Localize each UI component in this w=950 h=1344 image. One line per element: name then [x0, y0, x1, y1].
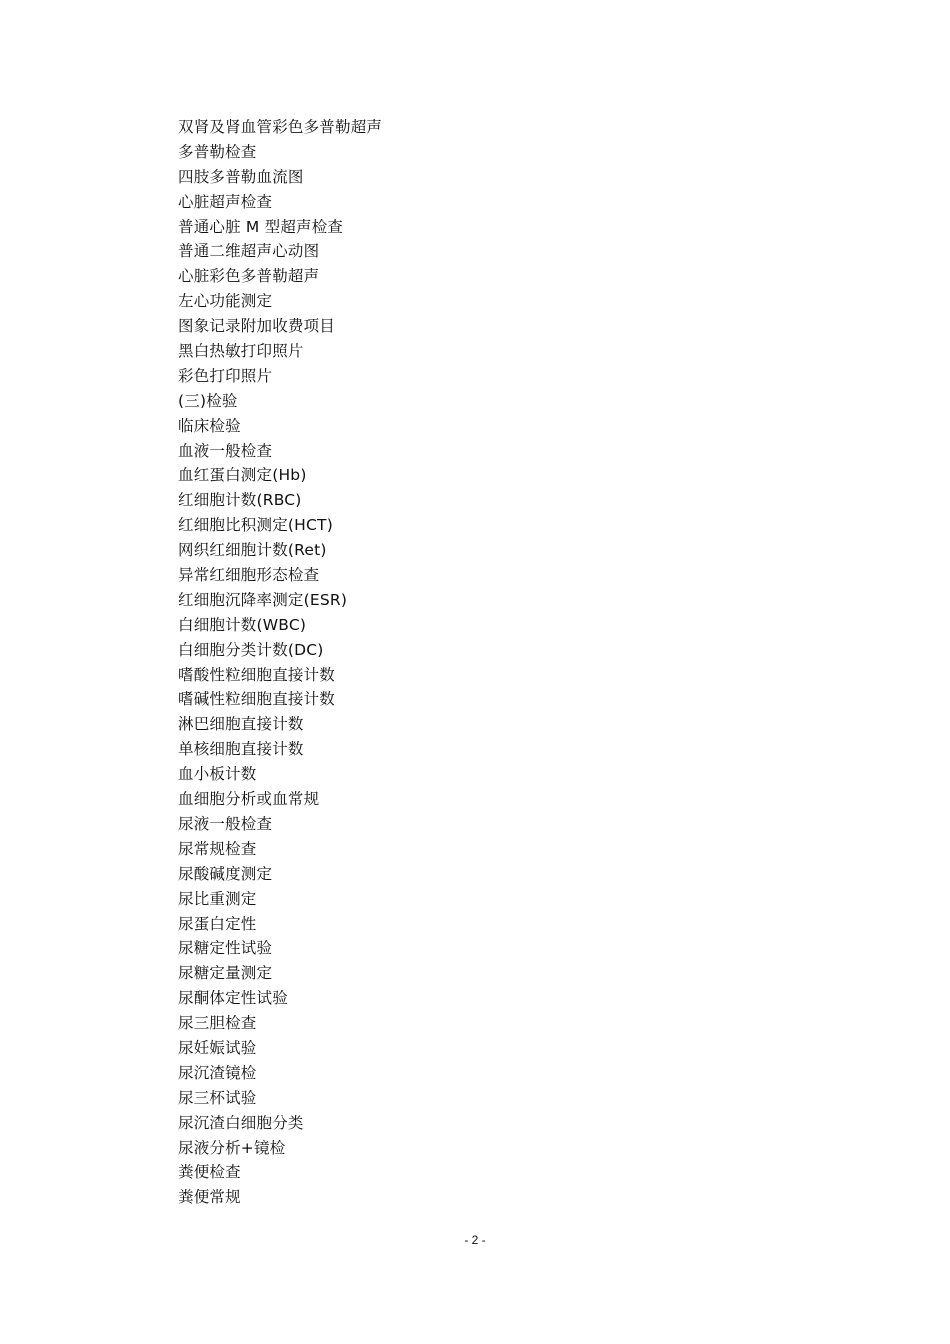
list-item: 嗜碱性粒细胞直接计数 — [178, 690, 336, 709]
list-item: 黑白热敏打印照片 — [178, 342, 304, 361]
list-item: 尿糖定性试验 — [178, 939, 273, 958]
list-item: 单核细胞直接计数 — [178, 740, 304, 759]
list-item: 普通心脏 M 型超声检查 — [178, 217, 344, 236]
fee-item-list — [178, 115, 382, 1210]
list-item: 白细胞计数(WBC) — [178, 615, 307, 634]
list-item: (三)检验 — [178, 391, 238, 410]
list-item: 多普勒检查 — [178, 142, 257, 161]
list-item: 尿液一般检查 — [178, 814, 273, 833]
list-item: 红细胞沉降率测定(ESR) — [178, 590, 348, 609]
list-item: 尿沉渣白细胞分类 — [178, 1113, 304, 1132]
list-item: 嗜酸性粒细胞直接计数 — [178, 665, 336, 684]
list-item: 淋巴细胞直接计数 — [178, 715, 304, 734]
list-item: 心脏超声检查 — [178, 192, 273, 211]
list-item: 异常红细胞形态检查 — [178, 566, 320, 585]
list-item: 粪便检查 — [178, 1163, 241, 1182]
list-item: 血细胞分析或血常规 — [178, 790, 320, 809]
list-item: 尿酮体定性试验 — [178, 989, 288, 1008]
list-item: 心脏彩色多普勒超声 — [178, 267, 320, 286]
list-item: 尿糖定量测定 — [178, 964, 273, 983]
list-item: 尿妊娠试验 — [178, 1038, 257, 1057]
list-item: 尿三杯试验 — [178, 1088, 257, 1107]
list-item: 尿沉渣镜检 — [178, 1063, 257, 1082]
list-item: 尿三胆检查 — [178, 1014, 257, 1033]
list-item: 尿蛋白定性 — [178, 914, 257, 933]
list-item: 双肾及肾血管彩色多普勒超声 — [178, 118, 383, 136]
list-item: 网织红细胞计数(Ret) — [178, 541, 327, 560]
list-item: 彩色打印照片 — [178, 366, 273, 385]
list-item: 四肢多普勒血流图 — [178, 167, 304, 186]
list-item: 尿比重测定 — [178, 889, 257, 908]
list-item: 尿常规检查 — [178, 839, 257, 858]
list-item: 左心功能测定 — [178, 292, 273, 311]
list-item: 尿液分析+镜检 — [178, 1138, 286, 1157]
list-item: 血红蛋白测定(Hb) — [178, 466, 307, 485]
list-item: 白细胞分类计数(DC) — [178, 640, 324, 659]
list-item: 普通二维超声心动图 — [178, 242, 320, 261]
list-item: 血液一般检查 — [178, 441, 273, 460]
list-item: 粪便常规 — [178, 1188, 241, 1207]
list-item: 红细胞比积测定(HCT) — [178, 516, 333, 535]
list-item: 血小板计数 — [178, 765, 257, 784]
list-item: 红细胞计数(RBC) — [178, 491, 302, 510]
list-item: 临床检验 — [178, 416, 241, 435]
list-item: 尿酸碱度测定 — [178, 864, 273, 883]
page-number: - 2 - — [464, 1233, 486, 1247]
list-item: 图象记录附加收费项目 — [178, 317, 336, 336]
